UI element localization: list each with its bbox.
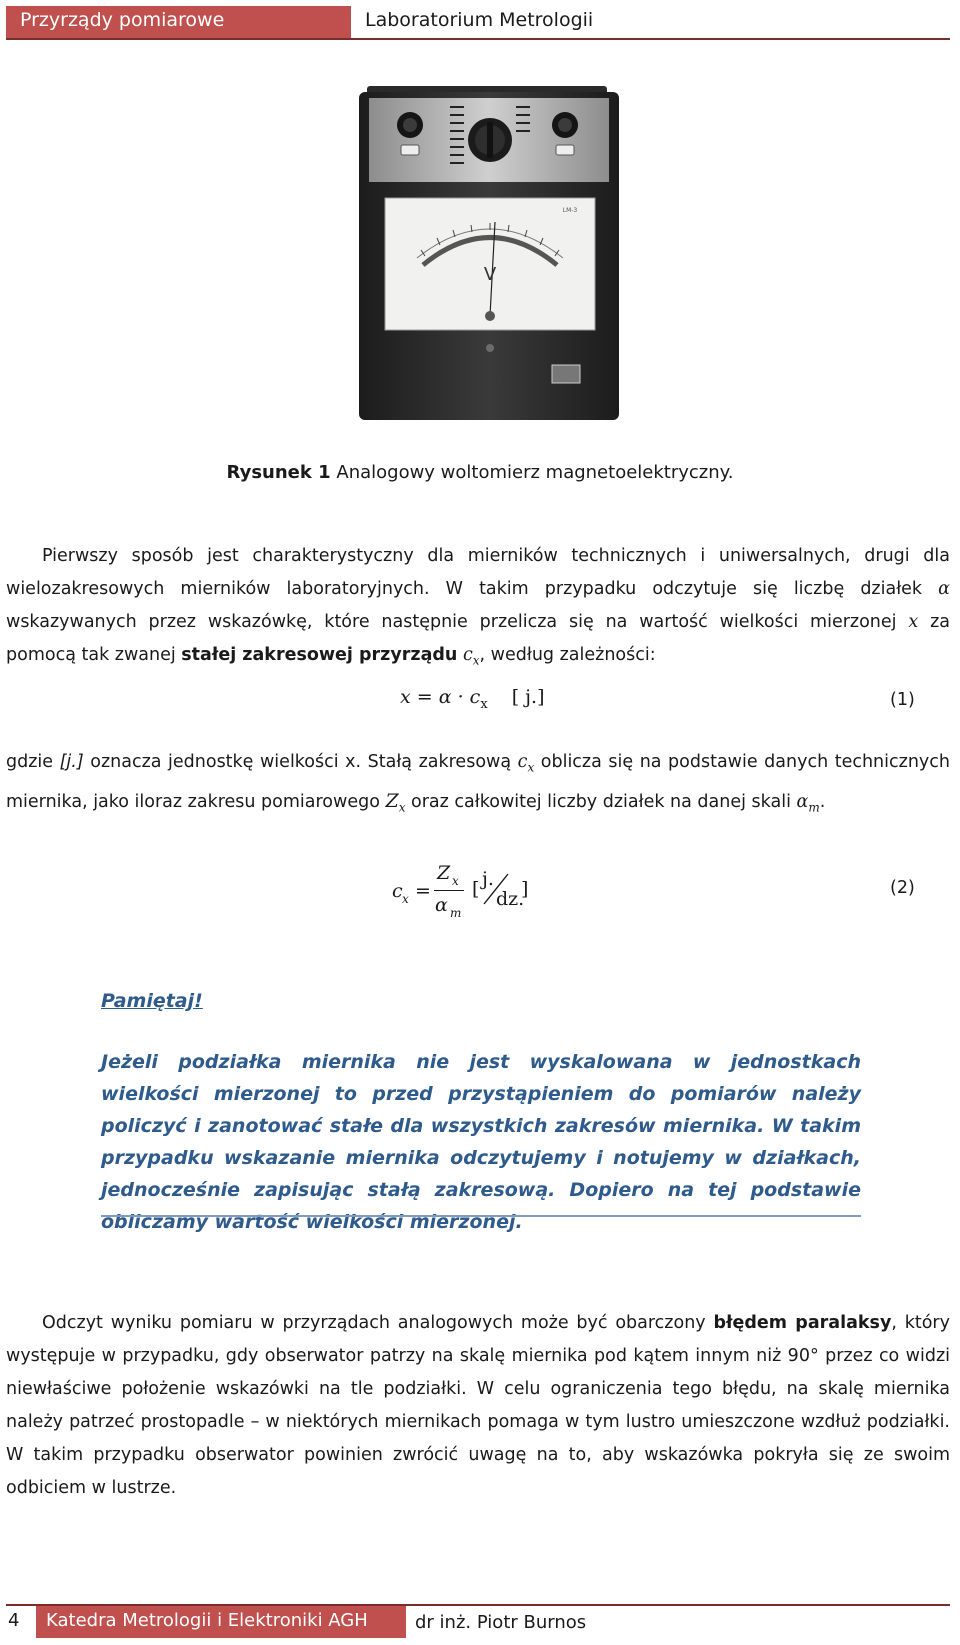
equation-2: c x = Z x α m [ j. dz. ] xyxy=(392,862,529,920)
terminal-knob-left xyxy=(397,112,423,155)
voltmeter-figure xyxy=(345,80,635,425)
equation-1-number: (1) xyxy=(890,690,915,710)
paragraph-3: Odczyt wyniku pomiaru w przyrządach analogowych może być obarczony błędem paralaksy, który występuje w przypadku, gdy obserwator patrzy na skalę miernika pod kątem innym niż 90° przez co widzi niewłaściwe położenie wskazówki na tle podziałki. W celu ograniczenia tego błędu, na skalę miernika należy patrzeć prostopadle – w niektórych miernikach pomaga w tym lustro umieszczone wzdłuż podziałki. W takim przypadku obserwator powinien zwrócić uwagę na to, aby wskazówka pokryła się ze swoim odbiciem w lustrze. xyxy=(6,1313,950,1498)
paragraph-2: gdzie [j.] oznacza jednostkę wielkości x. Stałą zakresową $c_x$ oblicza się na podstawie danych technicznych miernika, jako iloraz zakresu pomiarowego $Z_x$ oraz całkowitej liczby działek na danej skali $\alpha_m$. xyxy=(6,752,950,814)
terminal-knob-right xyxy=(552,112,578,155)
header-section-title: Przyrządy pomiarowe xyxy=(20,9,225,31)
page-number: 4 xyxy=(8,1610,20,1631)
dial-model-label: LM-3 xyxy=(562,207,578,214)
dial-unit-label: V xyxy=(483,264,497,285)
figure-caption xyxy=(0,462,960,483)
footer-author: dr inż. Piotr Burnos xyxy=(415,1612,587,1633)
paragraph-1: Pierwszy sposób jest charakterystyczny dla mierników technicznych i uniwersalnych, drugi dla wielozakresowych mierników laboratoryjnych. W takim przypadku odczytuje się liczbę działek α wskazywanych przez wskazówkę, które następnie przelicza się na wartość wielkości mierzonej x za pomocą tak zwanej stałej zakresowej przyrządu $c_x$, według zależności: xyxy=(6,546,950,668)
remember-heading: Pamiętaj! xyxy=(101,990,203,1012)
caption-label: Rysunek 1 xyxy=(226,462,331,483)
needle-pivot xyxy=(485,311,495,321)
zero-adjust-screw xyxy=(486,344,494,352)
equation-2-number: (2) xyxy=(890,878,915,898)
header-document-title: Laboratorium Metrologii xyxy=(365,9,594,31)
remember-note: Jeżeli podziałka miernika nie jest wyskalowana w jednostkach wielkości mierzonej to przed przystąpieniem do pomiarów należy policzyć i zanotować stałe dla wszystkich zakresów miernika. W takim przypadku wskazanie miernika odczytujemy i notujemy w działkach, jednocześnie zapisując stałą zakresową. Dopiero na tej podstawie obliczamy wartość wielkości mierzonej. xyxy=(101,1051,861,1233)
equation-1: $x = \alpha \cdot c_x$ [ j.] xyxy=(400,686,545,712)
note-rule xyxy=(101,1215,861,1217)
footer-department: Katedra Metrologii i Elektroniki AGH xyxy=(46,1610,368,1631)
maker-logo xyxy=(552,365,580,383)
caption-text: Analogowy woltomierz magnetoelektryczny. xyxy=(336,462,734,483)
header-rule xyxy=(6,38,950,40)
